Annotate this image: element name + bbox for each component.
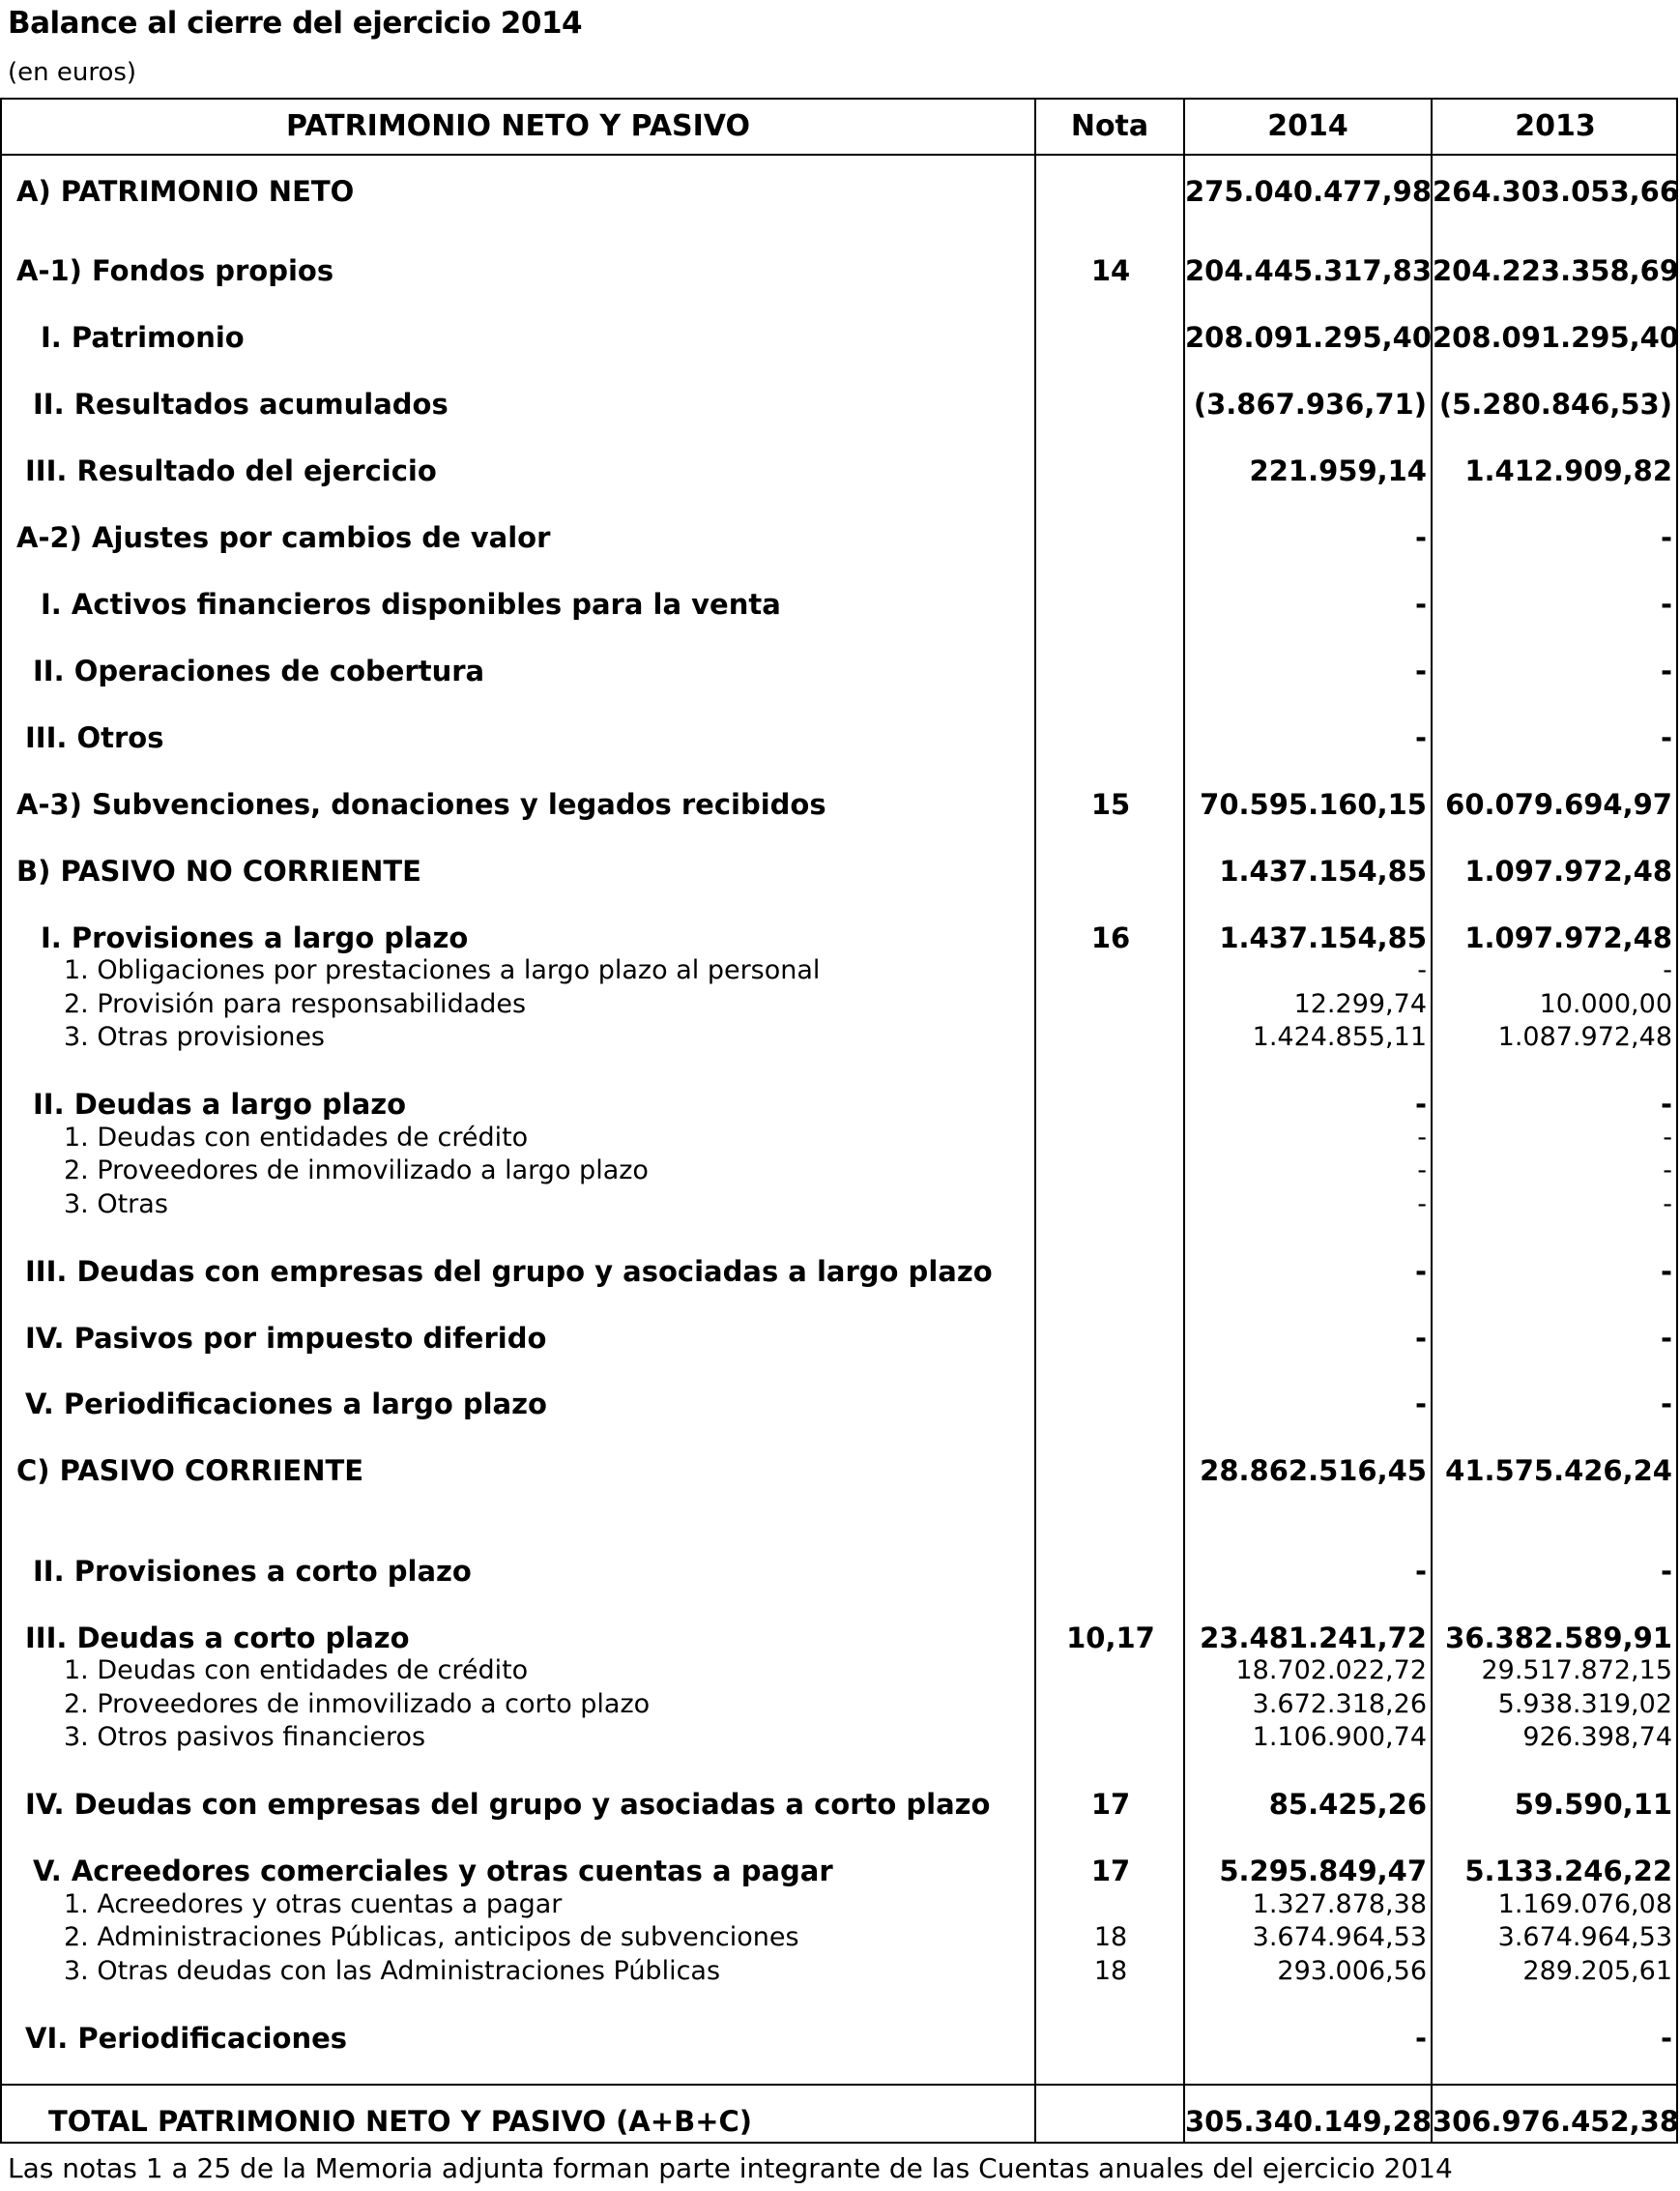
header-label: PATRIMONIO NETO Y PASIVO [285, 109, 750, 143]
row-nota [1036, 988, 1185, 1021]
table-row [2, 1721, 1676, 1754]
row-value-2014: - [1417, 1189, 1427, 1219]
table-row [2, 2022, 1676, 2055]
row-nota [1036, 1322, 1185, 1355]
header-2014: 2014 [1267, 109, 1348, 143]
row-label: II. Resultados acumulados [33, 388, 449, 421]
table-row [2, 454, 1676, 487]
balance-table [0, 98, 1678, 2144]
row-value-2013: 60.079.694,97 [1445, 788, 1672, 821]
row-value-2014: 3.674.964,53 [1252, 1922, 1427, 1952]
row-value-2013: 1.169.076,08 [1497, 1889, 1672, 1919]
row-value-2014: 5.295.849,47 [1219, 1855, 1427, 1887]
row-value-2013: 29.517.872,15 [1481, 1655, 1672, 1685]
row-nota [1036, 1021, 1185, 1054]
table-row [2, 1255, 1676, 1288]
row-label: VI. Periodificaciones [25, 2022, 348, 2055]
row-value-2013: - [1663, 1155, 1672, 1185]
row-value-2013: (5.280.846,53) [1438, 388, 1672, 421]
row-value-2014: 275.040.477,98 [1185, 175, 1433, 208]
table-row [2, 1088, 1676, 1121]
header-divider [2, 154, 1676, 156]
row-value-2013: 10.000,00 [1539, 989, 1672, 1019]
total-divider [2, 2084, 1676, 2086]
row-nota: 14 [1090, 254, 1131, 287]
row-value-2013: 289.205,61 [1522, 1956, 1672, 1986]
row-value-2014: 28.862.516,45 [1200, 1454, 1427, 1487]
row-label: III. Deudas a corto plazo [25, 1621, 410, 1654]
row-value-2013: 59.590,11 [1514, 1788, 1672, 1821]
row-label: 1. Deudas con entidades de crédito [64, 1655, 529, 1685]
row-nota: 17 [1090, 1788, 1131, 1821]
table-row [2, 321, 1680, 354]
row-value-2014: 70.595.160,15 [1200, 788, 1427, 821]
total-row [2, 2105, 1680, 2138]
row-nota [1036, 1088, 1185, 1121]
row-label: IV. Deudas con empresas del grupo y asociadas a corto plazo [25, 1788, 991, 1821]
row-value-2013: - [1660, 721, 1672, 754]
row-value-2014: 1.424.855,11 [1252, 1022, 1427, 1052]
table-row [2, 1388, 1676, 1420]
table-row [2, 1555, 1676, 1588]
row-value-2014: 204.445.317,83 [1185, 254, 1433, 287]
row-nota [1036, 1555, 1185, 1588]
total-label: TOTAL PATRIMONIO NETO Y PASIVO (A+B+C) [48, 2105, 753, 2138]
table-row [2, 1454, 1676, 1487]
row-value-2013: - [1660, 655, 1672, 687]
row-label: A-2) Ajustes por cambios de valor [16, 521, 551, 554]
row-label: I. Patrimonio [41, 321, 245, 354]
table-row [2, 655, 1676, 687]
table-row [2, 588, 1676, 621]
row-value-2014: - [1414, 588, 1427, 621]
row-nota [1036, 1122, 1185, 1154]
table-row [2, 1955, 1676, 1988]
row-nota: 18 [1093, 1922, 1128, 1952]
row-label: 1. Deudas con entidades de crédito [64, 1123, 529, 1153]
table-row [2, 1154, 1676, 1187]
row-value-2014: 293.006,56 [1277, 1956, 1427, 1986]
row-value-2014: - [1414, 1555, 1427, 1588]
row-value-2014: - [1414, 1388, 1427, 1420]
row-nota: 15 [1090, 788, 1131, 821]
row-label: V. Acreedores comerciales y otras cuentas a pagar [33, 1855, 833, 1887]
row-value-2013: - [1660, 2022, 1672, 2055]
table-row [2, 1322, 1676, 1355]
table-row [2, 1021, 1676, 1054]
row-value-2014: - [1414, 1088, 1427, 1121]
row-label: 3. Otras [64, 1189, 168, 1219]
table-row [2, 721, 1676, 754]
row-nota [1036, 1255, 1185, 1288]
row-value-2013: - [1660, 521, 1672, 554]
row-nota [1036, 954, 1185, 987]
table-row [2, 1688, 1676, 1721]
header-2013: 2013 [1515, 109, 1596, 143]
row-label: A-1) Fondos propios [16, 254, 334, 287]
row-value-2014: 3.672.318,26 [1252, 1689, 1427, 1719]
row-nota: 18 [1093, 1956, 1128, 1986]
row-nota: 16 [1090, 921, 1131, 954]
table-row [2, 921, 1676, 954]
row-label: IV. Pasivos por impuesto diferido [25, 1322, 547, 1355]
row-value-2013: 264.303.053,66 [1433, 175, 1680, 208]
row-nota [1036, 1688, 1185, 1721]
row-value-2014: - [1414, 1255, 1427, 1288]
total-2014: 305.340.149,28 [1185, 2105, 1433, 2138]
row-nota [1036, 454, 1185, 487]
row-nota [1036, 1654, 1185, 1687]
row-value-2013: 5.938.319,02 [1497, 1689, 1672, 1719]
row-label: II. Provisiones a corto plazo [33, 1555, 472, 1588]
row-label: II. Deudas a largo plazo [33, 1088, 407, 1121]
row-value-2014: 1.437.154,85 [1219, 855, 1427, 888]
row-nota [1036, 1888, 1185, 1921]
row-value-2014: 23.481.241,72 [1200, 1621, 1427, 1654]
row-nota [1036, 855, 1185, 888]
row-value-2014: 1.327.878,38 [1252, 1889, 1427, 1919]
row-value-2014: 1.106.900,74 [1252, 1722, 1427, 1752]
row-nota [1036, 1188, 1185, 1221]
row-label: II. Operaciones de cobertura [33, 655, 485, 687]
row-label: 2. Administraciones Públicas, anticipos de subvenciones [64, 1922, 799, 1952]
row-label: A) PATRIMONIO NETO [16, 175, 355, 208]
row-label: 3. Otros pasivos financieros [64, 1722, 426, 1752]
row-label: C) PASIVO CORRIENTE [16, 1454, 364, 1487]
total-2013: 306.976.452,38 [1433, 2105, 1680, 2138]
row-value-2014: 85.425,26 [1268, 1788, 1427, 1821]
row-label: III. Deudas con empresas del grupo y asociadas a largo plazo [25, 1255, 993, 1288]
row-value-2013: 1.097.972,48 [1464, 855, 1672, 888]
header-nota: Nota [1070, 109, 1149, 143]
row-value-2014: (3.867.936,71) [1193, 388, 1427, 421]
row-value-2014: 1.437.154,85 [1219, 921, 1427, 954]
units-subtitle: (en euros) [8, 58, 137, 87]
row-value-2013: 1.087.972,48 [1497, 1022, 1672, 1052]
row-nota [1036, 321, 1185, 354]
table-row [2, 521, 1676, 554]
row-nota: 10,17 [1066, 1621, 1155, 1654]
table-row [2, 988, 1676, 1021]
row-nota: 17 [1090, 1855, 1131, 1887]
page-title: Balance al cierre del ejercicio 2014 [8, 6, 583, 41]
table-row [2, 1188, 1676, 1221]
row-label: 1. Obligaciones por prestaciones a largo plazo al personal [64, 955, 821, 985]
table-row [2, 1888, 1676, 1921]
row-value-2014: 18.702.022,72 [1235, 1655, 1427, 1685]
row-value-2013: 41.575.426,24 [1445, 1454, 1672, 1487]
row-value-2013: 3.674.964,53 [1497, 1922, 1672, 1952]
row-value-2014: 12.299,74 [1293, 989, 1427, 1019]
row-nota [1036, 175, 1185, 208]
row-value-2013: - [1660, 1088, 1672, 1121]
row-nota [1036, 1154, 1185, 1187]
row-value-2013: 36.382.589,91 [1445, 1621, 1672, 1654]
row-label: A-3) Subvenciones, donaciones y legados recibidos [16, 788, 826, 821]
table-row [2, 1788, 1676, 1821]
row-value-2013: 1.412.909,82 [1464, 454, 1672, 487]
total-nota [1036, 2105, 1185, 2138]
row-label: B) PASIVO NO CORRIENTE [16, 855, 421, 888]
footer-note: Las notas 1 a 25 de la Memoria adjunta forman parte integrante de las Cuentas anuales del ejercicio 2014 [8, 2152, 1453, 2184]
row-value-2013: - [1660, 588, 1672, 621]
row-label: I. Provisiones a largo plazo [41, 921, 469, 954]
table-row [2, 788, 1676, 821]
table-row [2, 254, 1680, 287]
row-value-2013: - [1660, 1322, 1672, 1355]
table-row [2, 388, 1676, 421]
row-label: 2. Proveedores de inmovilizado a largo plazo [64, 1155, 649, 1185]
row-label: III. Otros [25, 721, 164, 754]
row-value-2014: - [1417, 1123, 1427, 1153]
row-value-2013: - [1663, 955, 1672, 985]
row-nota [1036, 655, 1185, 687]
table-row [2, 954, 1676, 987]
row-value-2014: - [1414, 721, 1427, 754]
row-nota [1036, 2022, 1185, 2055]
row-value-2013: 1.097.972,48 [1464, 921, 1672, 954]
row-value-2013: - [1660, 1555, 1672, 1588]
row-label: 2. Proveedores de inmovilizado a corto plazo [64, 1689, 651, 1719]
row-label: 1. Acreedores y otras cuentas a pagar [64, 1889, 563, 1919]
row-value-2014: - [1414, 1322, 1427, 1355]
table-row [2, 1654, 1676, 1687]
row-value-2014: 208.091.295,40 [1185, 321, 1433, 354]
row-nota [1036, 588, 1185, 621]
row-nota [1036, 1388, 1185, 1420]
row-value-2013: 5.133.246,22 [1464, 1855, 1672, 1887]
row-label: 3. Otras provisiones [64, 1022, 325, 1052]
row-value-2014: 221.959,14 [1249, 454, 1427, 487]
row-value-2014: - [1414, 521, 1427, 554]
row-label: V. Periodificaciones a largo plazo [25, 1388, 547, 1420]
row-value-2013: 204.223.358,69 [1433, 254, 1680, 287]
row-nota [1036, 721, 1185, 754]
table-row [2, 855, 1676, 888]
row-nota [1036, 521, 1185, 554]
row-value-2013: - [1663, 1189, 1672, 1219]
table-row [2, 1921, 1676, 1954]
row-label: 2. Provisión para responsabilidades [64, 989, 527, 1019]
row-value-2014: - [1414, 2022, 1427, 2055]
row-value-2014: - [1414, 655, 1427, 687]
row-value-2014: - [1417, 1155, 1427, 1185]
row-value-2013: - [1663, 1123, 1672, 1153]
table-row [2, 175, 1680, 208]
row-nota [1036, 1454, 1185, 1487]
row-nota [1036, 388, 1185, 421]
row-value-2013: 208.091.295,40 [1433, 321, 1680, 354]
row-value-2013: - [1660, 1255, 1672, 1288]
row-nota [1036, 1721, 1185, 1754]
row-value-2014: - [1417, 955, 1427, 985]
table-row [2, 1855, 1676, 1887]
row-label: 3. Otras deudas con las Administraciones Públicas [64, 1956, 721, 1986]
table-row [2, 1122, 1676, 1154]
row-value-2013: - [1660, 1388, 1672, 1420]
row-label: III. Resultado del ejercicio [25, 454, 437, 487]
table-row [2, 1621, 1676, 1654]
row-value-2013: 926.398,74 [1522, 1722, 1672, 1752]
row-label: I. Activos financieros disponibles para la venta [41, 588, 781, 621]
